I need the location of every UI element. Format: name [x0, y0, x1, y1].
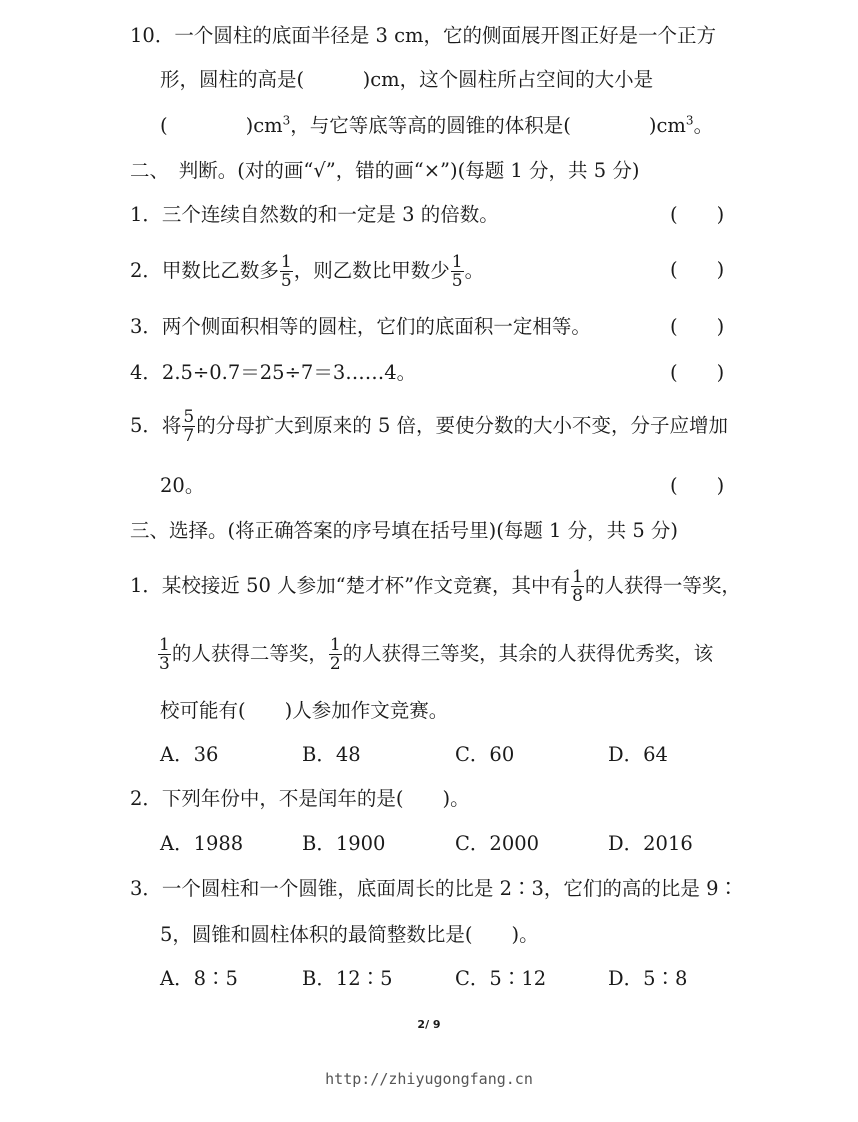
- judge-item-2-pre: 2．甲数比乙数多: [130, 259, 279, 282]
- q10-line3-part1: ( )cm: [160, 114, 283, 137]
- fraction-den: 3: [159, 654, 170, 674]
- choice-q1-option-a[interactable]: A．36: [160, 743, 219, 766]
- q10-sup1: 3: [282, 113, 291, 128]
- q10-line1: 10．一个圆柱的底面半径是 3 cm，它的侧面展开图正好是一个正方: [130, 24, 717, 47]
- q10-line3-part2: ，与它等底等高的圆锥的体积是( )cm: [290, 114, 686, 137]
- choice-q1-option-b[interactable]: B．48: [302, 743, 361, 766]
- q10-sup2: 3: [685, 113, 694, 128]
- fraction-1-3: [158, 636, 171, 673]
- judge-item-4: 4．2.5÷0.7＝25÷7＝3……4。: [130, 361, 417, 384]
- choice-q2-text: 2．下列年份中，不是闰年的是( )。: [130, 787, 470, 810]
- section2-title: 二、 判断。(对的画“√”，错的画“×”)(每题 1 分，共 5 分): [130, 159, 640, 182]
- judge-paren-2[interactable]: ( ): [670, 258, 725, 281]
- fraction-den: 5: [280, 271, 292, 291]
- judge-item-2: [130, 253, 484, 290]
- judge-paren-4[interactable]: ( ): [670, 361, 725, 384]
- choice-q2-option-d[interactable]: D．2016: [608, 832, 693, 855]
- choice-q3-option-c[interactable]: C．5∶12: [455, 967, 547, 990]
- fraction-den: 5: [451, 271, 463, 291]
- fraction-num: 5: [183, 407, 195, 427]
- choice-q3-option-a[interactable]: A．8∶5: [160, 967, 238, 990]
- choice-q1-option-d[interactable]: D．64: [608, 743, 668, 766]
- judge-item-1: 1．三个连续自然数的和一定是 3 的倍数。: [130, 203, 499, 226]
- choice-q1-line2: [157, 636, 713, 673]
- section3-title: 三、选择。(将正确答案的序号填在括号里)(每题 1 分，共 5 分): [130, 519, 679, 542]
- judge-item-5-line2: 20。: [160, 474, 205, 497]
- fraction-5-7: [182, 408, 195, 445]
- judge-paren-3[interactable]: ( ): [670, 315, 725, 338]
- fraction-1-2: [329, 636, 342, 673]
- q10-line3: [160, 112, 713, 140]
- choice-q1-line1: [130, 568, 741, 605]
- choice-q2-option-b[interactable]: B．1900: [302, 832, 386, 855]
- judge-item-5-post: 的分母扩大到原来的 5 倍，要使分数的大小不变，分子应增加: [196, 414, 729, 437]
- fraction-1-5-b: [451, 253, 464, 290]
- q10-line2: 形，圆柱的高是( )cm，这个圆柱所占空间的大小是: [160, 68, 654, 91]
- choice-q1-line2-mid: 的人获得二等奖，: [171, 642, 328, 665]
- choice-q3-option-b[interactable]: B．12∶5: [302, 967, 393, 990]
- choice-q2-option-c[interactable]: C．2000: [455, 832, 540, 855]
- judge-item-3: 3．两个侧面积相等的圆柱，它们的底面积一定相等。: [130, 315, 591, 338]
- fraction-num: 1: [280, 252, 292, 272]
- judge-item-5-pre: 5．将: [130, 414, 182, 437]
- choice-q1-line2-post: 的人获得三等奖，其余的人获得优秀奖，该: [342, 642, 714, 665]
- choice-q3-line2: 5，圆锥和圆柱体积的最简整数比是( )。: [160, 923, 539, 946]
- choice-q3-option-d[interactable]: D．5∶8: [608, 967, 688, 990]
- choice-q1-line3: 校可能有( )人参加作文竞赛。: [160, 699, 449, 722]
- fraction-1-8: [571, 568, 584, 605]
- fraction-num: 1: [451, 252, 463, 272]
- fraction-num: 1: [159, 635, 170, 655]
- fraction-den: 8: [572, 586, 583, 606]
- choice-q1-option-c[interactable]: C．60: [455, 743, 515, 766]
- judge-item-2-post: 。: [464, 259, 485, 282]
- judge-paren-1[interactable]: ( ): [670, 203, 725, 226]
- q10-line3-part3: 。: [693, 114, 714, 137]
- choice-q2-option-a[interactable]: A．1988: [160, 832, 244, 855]
- footer-url[interactable]: http://zhiyugongfang.cn: [325, 1070, 533, 1088]
- page-number: 2/ 9: [417, 1018, 441, 1031]
- fraction-den: 2: [329, 654, 341, 674]
- judge-item-2-mid: ，则乙数比甲数少: [293, 259, 450, 282]
- judge-item-5: [130, 408, 728, 445]
- fraction-den: 7: [183, 426, 195, 446]
- fraction-num: 1: [329, 635, 341, 655]
- fraction-1-5: [280, 253, 293, 290]
- judge-paren-5[interactable]: ( ): [670, 474, 725, 497]
- choice-q1-line1-post: 的人获得一等奖，: [584, 574, 741, 597]
- choice-q1-line1-pre: 1．某校接近 50 人参加“楚才杯”作文竞赛，其中有: [130, 574, 571, 597]
- choice-q3-line1: 3．一个圆柱和一个圆锥，底面周长的比是 2∶3，它们的高的比是 9∶: [130, 877, 739, 900]
- fraction-num: 1: [572, 567, 583, 587]
